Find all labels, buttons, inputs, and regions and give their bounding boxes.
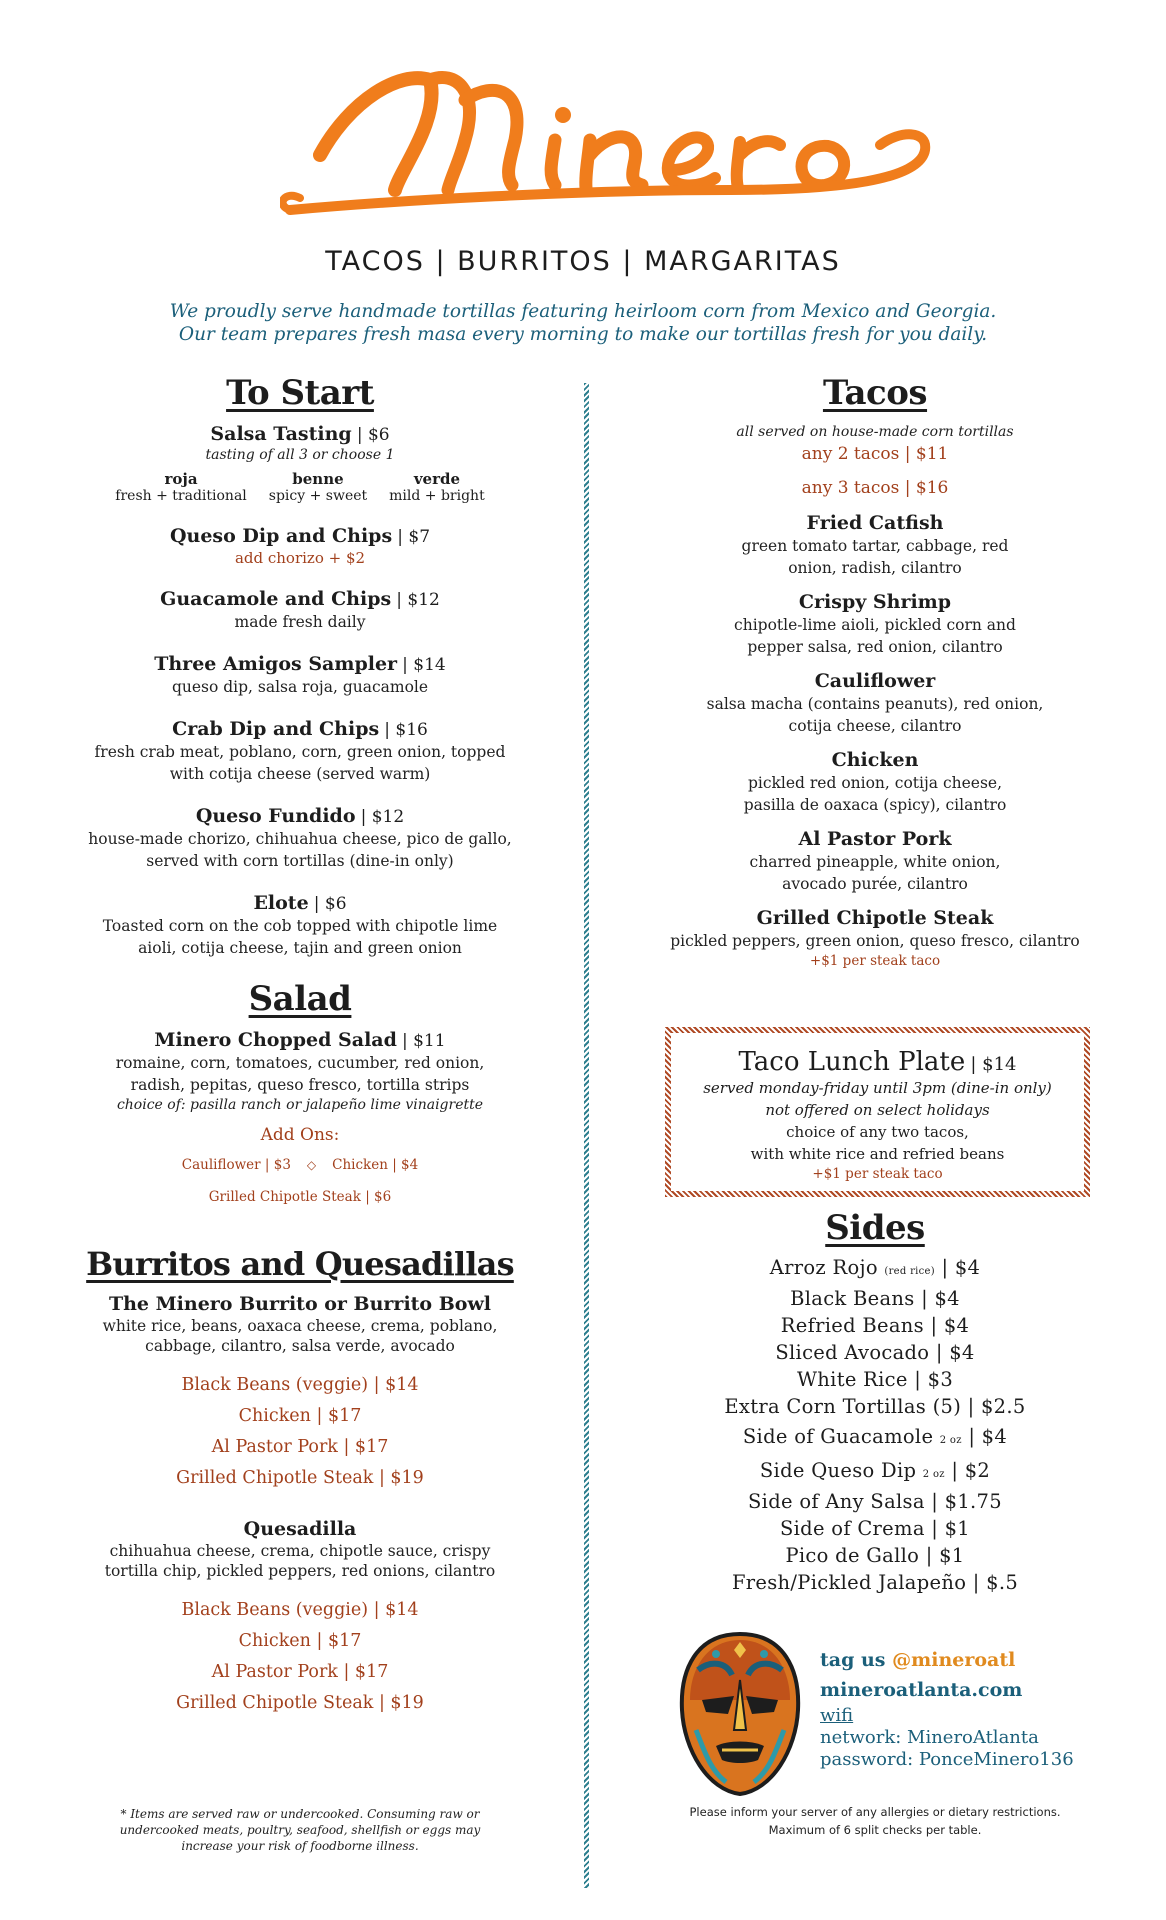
addons-title: Add Ons: xyxy=(260,1125,340,1145)
side-item: White Rice | $3 xyxy=(796,1368,954,1391)
allergy-notice: Please inform your server of any allergies or dietary restrictions. Maximum of 6 split checks per table. xyxy=(689,1805,1061,1837)
instagram-handle[interactable]: @mineroatl xyxy=(892,1649,1016,1671)
section-title-tacos: Tacos xyxy=(822,373,928,413)
side-item: Sliced Avocado | $4 xyxy=(775,1341,975,1364)
addon-steak: Grilled Chipotle Steak | $6 xyxy=(208,1189,392,1205)
diamond-icon: ◇ xyxy=(306,1158,317,1172)
intro-text xyxy=(0,300,1166,346)
item-note: tasting of all 3 or choose 1 xyxy=(205,447,395,463)
left-column xyxy=(70,373,530,1739)
side-item: Extra Corn Tortillas (5) | $2.5 xyxy=(724,1395,1026,1418)
side-queso-dip: Side Queso Dip 2 oz | $2 xyxy=(759,1459,991,1482)
taco-al-pastor: Al Pastor Pork charred pineapple, white onion, avocado purée, cilantro xyxy=(749,828,1001,893)
menu-item-queso-dip: Queso Dip and Chips | $7 add chorizo + $2 xyxy=(70,525,530,568)
raw-food-disclaimer: * Items are served raw or undercooked. Consuming raw or undercooked meats, poultry, seafood, shellfish or eggs may increase your risk of foodborne illness. xyxy=(119,1807,481,1853)
minero-logo xyxy=(280,60,950,250)
taco-cauliflower: Cauliflower salsa macha (contains peanuts), red onion, cotija cheese, cilantro xyxy=(706,670,1044,735)
website-link[interactable]: mineroatlanta.com xyxy=(820,1679,1023,1701)
addons-row xyxy=(70,1157,530,1173)
side-arroz-rojo: Arroz Rojo (red rice) | $4 xyxy=(769,1256,981,1279)
side-item: Refried Beans | $4 xyxy=(780,1314,970,1337)
salsa-option-verde: verde mild + bright xyxy=(389,470,485,504)
intro-line-2: Our team prepares fresh masa every morning to make our tortillas fresh for you daily. xyxy=(178,324,988,345)
menu-item-elote: Elote | $6 Toasted corn on the cob topped with chipotle lime aioli, cotija cheese, tajin and green onion xyxy=(102,892,498,957)
intro-line-1: We proudly serve handmade tortillas featuring heirloom corn from Mexico and Georgia. xyxy=(169,301,997,322)
addon-chicken: Chicken | $4 xyxy=(332,1157,419,1173)
luchador-mask-icon xyxy=(676,1630,804,1798)
option-line: Al Pastor Pork | $17 xyxy=(211,1437,389,1457)
wifi-password: password: PonceMinero136 xyxy=(820,1749,1074,1770)
item-addon: add chorizo + $2 xyxy=(234,549,366,567)
contact-block xyxy=(820,1645,1074,1771)
menu-item-chopped-salad: Minero Chopped Salad | $11 romaine, corn, tomatoes, cucumber, red onion, radish, pepitas, queso fresco, tortilla strips choice of: pasilla ranch or jalapeño lime vinaigrette Add Ons: Cauliflower | $3 ◇ Chicken | $4 Grilled Chipotle Steak | $6 xyxy=(70,1029,530,1205)
taco-combo-3: any 3 tacos | $16 xyxy=(801,478,949,498)
addon-cauliflower: Cauliflower | $3 xyxy=(181,1157,291,1173)
lunch-title: Taco Lunch Plate xyxy=(738,1047,966,1077)
lunch-price: | $14 xyxy=(970,1054,1017,1075)
menu-item-three-amigos: Three Amigos Sampler | $14 queso dip, salsa roja, guacamole xyxy=(154,653,446,696)
tag-us: tag us @mineroatl xyxy=(820,1649,1016,1671)
salsa-options xyxy=(70,471,530,505)
side-item: Black Beans | $4 xyxy=(790,1287,960,1310)
section-title-sides: Sides xyxy=(825,1208,925,1248)
wifi-label: wifi xyxy=(820,1705,854,1726)
menu-item-burrito: The Minero Burrito or Burrito Bowl white rice, beans, oaxaca cheese, crema, poblano, cabbage, cilantro, salsa verde, avocado Black Beans (veggie) | $14 Chicken | $17 Al Pastor Pork | $17 Grilled Chipotle Steak | $19 xyxy=(70,1293,530,1494)
item-name: Salsa Tasting xyxy=(210,423,352,445)
section-title-to-start: To Start xyxy=(226,373,374,413)
quesadilla-options xyxy=(70,1595,530,1719)
side-item: Side of Crema | $1 xyxy=(779,1517,971,1540)
taco-crispy-shrimp: Crispy Shrimp chipotle-lime aioli, pickled corn and pepper salsa, red onion, cilantro xyxy=(734,591,1016,656)
right-column xyxy=(645,373,1105,970)
option-line: Chicken | $17 xyxy=(238,1631,362,1651)
salsa-option-roja: roja fresh + traditional xyxy=(115,470,247,504)
taco-combo-2: any 2 tacos | $11 xyxy=(801,444,949,464)
item-price: | $6 xyxy=(356,425,390,445)
section-title-salad: Salad xyxy=(248,979,352,1019)
column-divider xyxy=(584,383,589,1888)
wifi-network: network: MineroAtlanta xyxy=(820,1727,1039,1748)
menu-item-guacamole: Guacamole and Chips | $12 made fresh daily xyxy=(160,588,440,631)
section-title-burritos: Burritos and Quesadillas xyxy=(86,1245,514,1283)
tacos-note: all served on house-made corn tortillas xyxy=(736,424,1014,440)
taco-lunch-plate-box: Taco Lunch Plate | $14 served monday-friday until 3pm (dine-in only) not offered on select holidays choice of any two tacos, with white rice and refried beans +$1 per steak taco xyxy=(703,1047,1052,1182)
side-item: Pico de Gallo | $1 xyxy=(785,1544,965,1567)
option-line: Grilled Chipotle Steak | $19 xyxy=(176,1468,424,1488)
option-line: Black Beans (veggie) | $14 xyxy=(181,1375,419,1395)
option-line: Grilled Chipotle Steak | $19 xyxy=(176,1693,424,1713)
menu-item-quesadilla: Quesadilla chihuahua cheese, crema, chipotle sauce, crispy tortilla chip, pickled peppers, red onions, cilantro Black Beans (veggie) | $14 Chicken | $17 Al Pastor Pork | $17 Grilled Chipotle Steak | $19 xyxy=(70,1518,530,1719)
taco-chipotle-steak: Grilled Chipotle Steak pickled peppers, green onion, queso fresco, cilantro +$1 per steak taco xyxy=(670,907,1080,969)
menu-item-salsa-tasting xyxy=(70,423,530,505)
tagline: TACOS | BURRITOS | MARGARITAS xyxy=(325,246,841,277)
taco-fried-catfish: Fried Catfish green tomato tartar, cabbage, red onion, radish, cilantro xyxy=(741,512,1009,577)
option-line: Chicken | $17 xyxy=(238,1406,362,1426)
burrito-options xyxy=(70,1370,530,1494)
menu-item-queso-fundido: Queso Fundido | $12 house-made chorizo, chihuahua cheese, pico de gallo, served with corn tortillas (dine-in only) xyxy=(88,805,512,870)
side-item: Fresh/Pickled Jalapeño | $.5 xyxy=(731,1571,1019,1594)
option-line: Al Pastor Pork | $17 xyxy=(211,1662,389,1682)
side-item: Side of Any Salsa | $1.75 xyxy=(748,1490,1002,1513)
option-line: Black Beans (veggie) | $14 xyxy=(181,1600,419,1620)
menu-item-crab-dip: Crab Dip and Chips | $16 fresh crab meat, poblano, corn, green onion, topped with cotija cheese (served warm) xyxy=(94,718,506,783)
taco-chicken: Chicken pickled red onion, cotija cheese, pasilla de oaxaca (spicy), cilantro xyxy=(743,749,1007,814)
side-guacamole: Side of Guacamole 2 oz | $4 xyxy=(742,1425,1008,1448)
salsa-option-benne: benne spicy + sweet xyxy=(268,470,368,504)
sides-section xyxy=(645,1208,1105,1596)
